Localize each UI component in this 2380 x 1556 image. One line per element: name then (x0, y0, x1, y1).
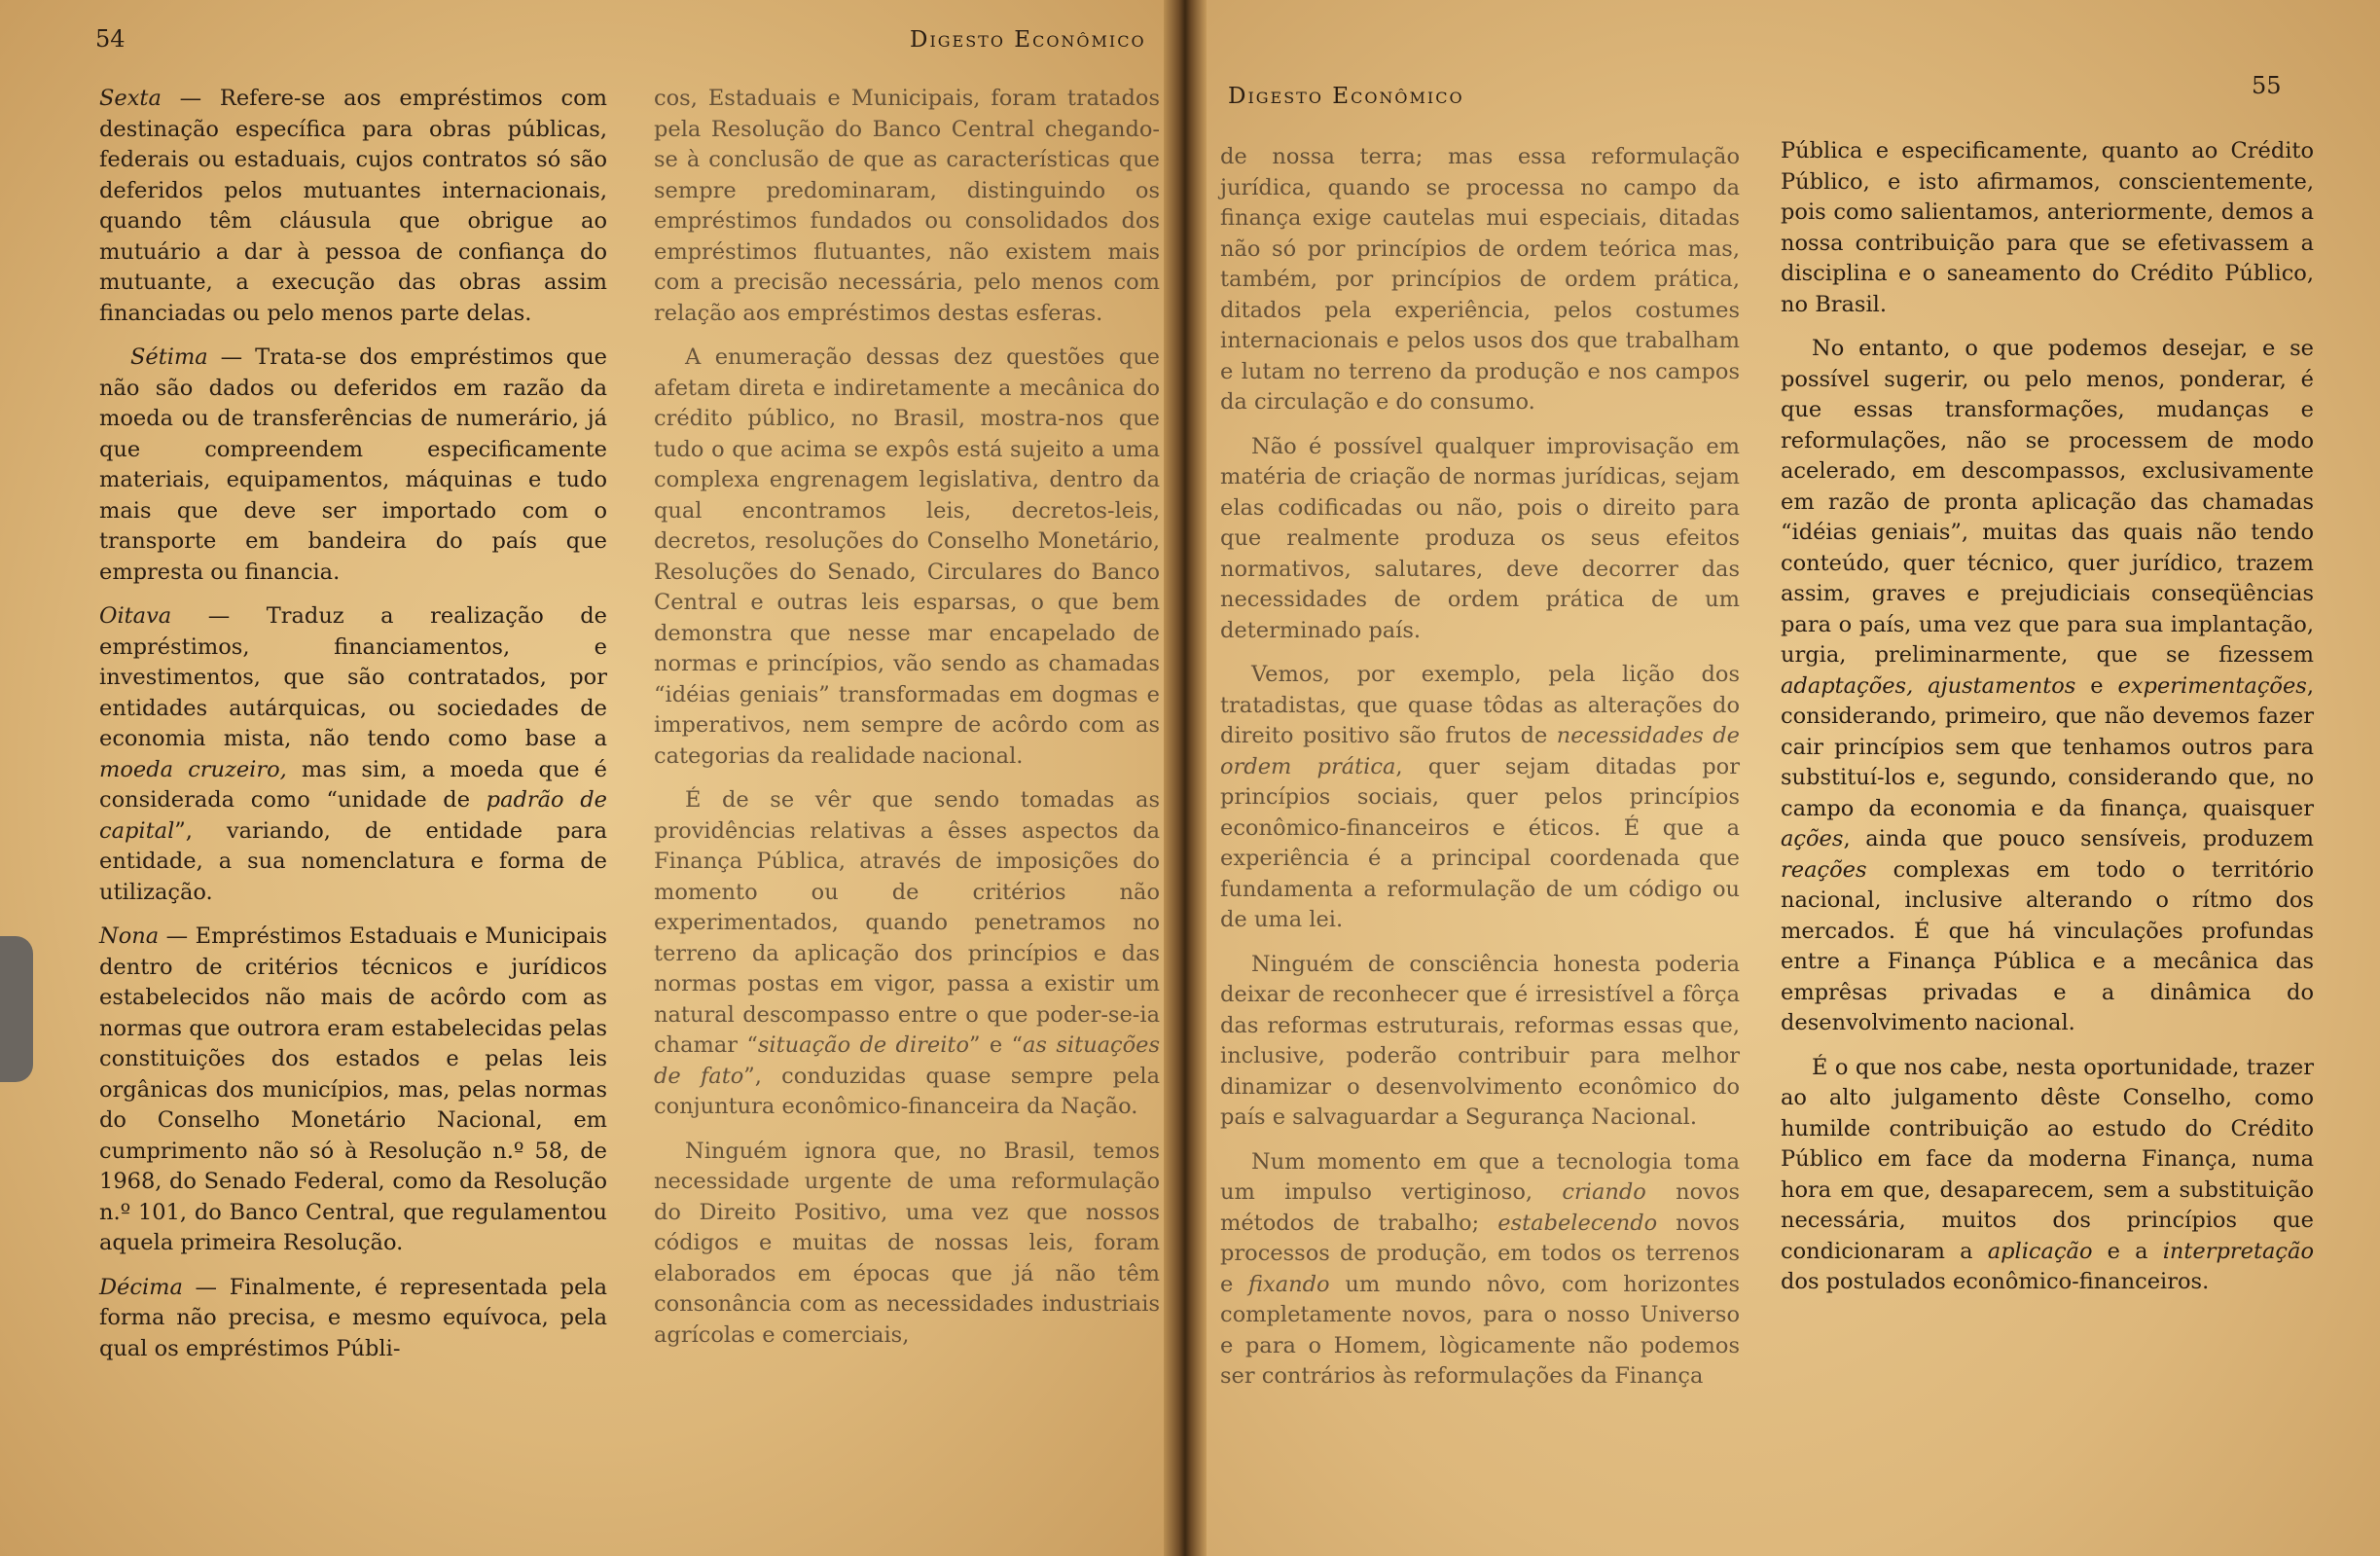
running-head-right: Digesto Econômico (1228, 84, 1464, 109)
emphasis: padrão de capital (99, 787, 607, 844)
paragraph (99, 1273, 607, 1365)
emphasis: situação de direito (757, 1032, 969, 1058)
paragraph (99, 922, 607, 1259)
page-number-right: 55 (2252, 72, 2282, 99)
paragraph-text: um mundo nôvo, com horizontes completamente novos, para o nosso Universo e para o Homem, lògicamente não podemos ser contrários às reformulações da Finança (1220, 1271, 1741, 1389)
paragraph-text: ”, conduzidas quase sempre pela conjuntura econômico-financeira da Nação. (654, 1063, 1161, 1119)
item-term: Sétima (130, 344, 208, 370)
paragraph-text: Num momento em que a tecnologia toma um impulso vertiginoso, (1220, 1148, 1740, 1205)
paragraph-text: ” e “ (969, 1032, 1024, 1058)
paragraph-text: É o que nos cabe, nesta oportunidade, trazer ao alto julgamento dêste Conselho, como humilde contribuição ao estudo do Crédito Público em face da moderna Finança, numa hora em que, desaparecem, sem a substituição necessária, muitos dos princípios que condicionaram a (1781, 1054, 2314, 1264)
paragraph (1781, 1053, 2314, 1298)
page-tab-marker (0, 936, 33, 1082)
paragraph-text: — Refere-se aos empréstimos com destinação específica para obras públicas, federais ou estaduais, cujos contratos só são deferidos pelos mutuantes internacionais, quando têm cláusula que obrigue ao mutuário a dar à pessoa de confiança do mutuante, a execução das obras assim financiadas ou pelo menos parte delas. (99, 86, 607, 326)
paragraph-text: novos processos de produção, em todos os terrenos e (1220, 1210, 1740, 1297)
paragraph (1781, 334, 2314, 1039)
emphasis: experimentações (2117, 672, 2307, 699)
paragraph: cos, Estaduais e Municipais, foram tratados pela Resolução do Banco Central chegando-se à conclusão de que as características que sempre predominaram, distinguindo os empréstimos fundados ou consolidados dos empréstimos flutuantes, não existem mais com a precisão necessária, pelo menos com relação aos empréstimos destas esferas. (654, 86, 1160, 326)
paragraph-text: — Finalmente, é representada pela forma não precisa, e mesmo equívoca, pela qual os empréstimos Públi- (99, 1274, 607, 1361)
item-term: Nona (99, 923, 160, 949)
emphasis: as situações de fato (654, 1032, 1161, 1089)
page-number-left: 54 (95, 25, 126, 53)
paragraph-text: — Traduz a realização de empréstimos, financiamentos, e investimentos, que são contratados, por entidades autárquicas, ou sociedades de economia mista, não tendo como base a (99, 603, 607, 751)
book-gutter (1164, 0, 1207, 1556)
emphasis: adaptações, ajustamentos (1781, 672, 2076, 699)
item-term: Décima (99, 1274, 183, 1300)
emphasis: criando (1562, 1179, 1646, 1205)
paragraph-text: Vemos, por exemplo, pela lição dos tratadistas, que quase tôdas as alterações do direito positivo são frutos de (1220, 662, 1740, 748)
paragraph (654, 785, 1160, 1123)
paragraph-text: No entanto, o que podemos desejar, e se possível sugerir, ou pelo menos, ponderar, é que essas transformações, mudanças e reformulações, não se processem de modo acelerado, em descompassos, exclusivamente em razão de pronta aplicação das chamadas “idéias geniais”, muitas das quais não tendo conteúdo, quer técnico, quer jurídico, trazem assim, graves e prejudiciais conseqüências para o país, uma vez que para sua implantação, urgia, preliminarmente, que se fizessem (1781, 336, 2314, 668)
paragraph-text: É de se vêr que sendo tomadas as providências relativas a êsses aspectos da Finança Pública, através de imposições do momento ou de critérios não experimentados, quando penetramos no terreno da aplicação dos princípios e das normas postas em vigor, passa a existir um natural descompasso entre o que poder-se-ia chamar “ (654, 787, 1160, 1058)
paragraph-text: , considerando, primeiro, que não devemos fazer cair princípios sem que tenhamos outros para substituí-los e, segundo, considerando que, no campo da economia e da finança, quaisquer (1781, 672, 2314, 821)
right-page (1189, 0, 2380, 1556)
paragraph-text: mas sim, a moeda que é considerada como “unidade de (99, 756, 607, 813)
right-column-1 (1220, 142, 1740, 1406)
paragraph: Ninguém de consciência honesta poderia deixar de reconhecer que é irresistível a fôrça das reformas estruturais, reformas essas que, inclusive, poderão contribuir para melhor dinamizar o desenvolvimento econômico do país e salvaguardar a Segurança Nacional. (1220, 951, 1740, 1130)
paragraph: Não é possível qualquer improvisação em matéria de criação de normas jurídicas, sejam elas codificadas ou não, pois o direito para que realmente produza os seus efeitos normativos, salutares, deve decorrer das necessidades de ordem prática de um determinado país. (1220, 433, 1740, 643)
paragraph-text: , quer sejam ditadas por princípios sociais, quer pelos princípios econômico-financeiros e éticos. É que a experiência é a principal coordenada que fundamenta a reformulação de um código ou de uma lei. (1220, 753, 1740, 932)
left-column-1 (99, 84, 607, 1378)
paragraph-text: e a (2092, 1238, 2163, 1264)
right-column-2 (1781, 136, 2314, 1312)
paragraph (1220, 660, 1740, 936)
paragraph-text: novos métodos de trabalho; (1220, 1179, 1740, 1236)
item-term: Sexta (99, 86, 162, 111)
paragraph-text: — Trata-se dos empréstimos que não são dados ou deferidos em razão da moeda ou de transferências de numerário, já que compreendem especificamente materiais, equipamentos, máquinas e tudo mais que deve ser importado com o transporte em bandeira do país que empresta ou financia. (99, 344, 607, 585)
paragraph-text: e (2075, 672, 2118, 699)
paragraph (1220, 1147, 1740, 1393)
paragraph (99, 84, 607, 329)
paragraph: A enumeração dessas dez questões que afetam direta e indiretamente a mecânica do crédito público, no Brasil, mostra-nos que tudo o que acima se expôs está sujeito a uma complexa engrenagem legislativa, dentro da qual encontramos leis, decretos-leis, decretos, resoluções do Conselho Monetário, Resoluções do Senado, Circulares do Banco Central e outras leis esparsas, o que bem demonstra que nesse mar encapelado de normas e princípios, vão sendo as chamadas “idéias geniais” transformadas em dogmas e imperativos, nem sempre de acôrdo com as categorias da realidade nacional. (654, 344, 1160, 769)
paragraph: de nossa terra; mas essa reformulação jurídica, quando se processa no campo da finança exige cautelas mui especiais, ditadas não só por princípios de ordem teórica mas, também, por princípios de ordem prática, ditados pela experiência, pelos costumes internacionais e pelos usos dos que trabalham e lutam no terreno da produção e nos campos da circulação e do consumo. (1220, 144, 1740, 415)
paragraph (99, 601, 607, 908)
paragraph (99, 343, 607, 588)
emphasis: necessidades de ordem prática (1220, 723, 1740, 779)
emphasis: moeda cruzeiro, (99, 756, 287, 782)
paragraph-text: — Empréstimos Estaduais e Municipais dentro de critérios técnicos e jurídicos estabelecidos não mais de acôrdo com as normas que outrora eram estabelecidas pelas constituições dos estados e pelas leis orgânicas dos municípios, mas, pelas normas do Conselho Monetário Nacional, em cumprimento não só à Resolução n.º 58, de 1968, do Senado Federal, como da Resolução n.º 101, do Banco Central, que regulamentou aquela primeira Resolução. (99, 923, 608, 1255)
emphasis: interpretação (2162, 1238, 2314, 1264)
running-head-left: Digesto Econômico (910, 27, 1146, 53)
left-page (0, 0, 1181, 1556)
emphasis: aplicação (1987, 1238, 2093, 1264)
paragraph-text: dos postulados econômico-financeiros. (1781, 1269, 2210, 1294)
paragraph: Ninguém ignora que, no Brasil, temos necessidade urgente de uma reformulação do Direito Positivo, uma vez que nossos códigos e muitas de nossas leis, foram elaborados em épocas que já não têm consonância com as necessidades industriais agrícolas e comerciais, (654, 1138, 1160, 1348)
emphasis: ações (1781, 826, 1844, 851)
item-term: Oitava (99, 603, 172, 629)
left-column-2 (654, 84, 1160, 1364)
paragraph-text: , ainda que pouco sensíveis, produzem (1843, 826, 2314, 851)
emphasis: fixando (1248, 1271, 1330, 1297)
paragraph: Pública e especificamente, quanto ao Crédito Público, e isto afirmamos, conscientemente, pois como salientamos, anteriormente, demos a nossa contribuição para que se efetivassem a disciplina e o saneamento do Crédito Público, no Brasil. (1781, 138, 2314, 317)
emphasis: reações (1781, 856, 1867, 883)
paragraph-text: ”, variando, de entidade para entidade, a sua nomenclatura e forma de utilização. (99, 817, 607, 905)
emphasis: estabelecendo (1497, 1210, 1658, 1236)
paragraph-text: complexas em todo o território nacional, inclusive alterando o rítmo dos mercados. É que há vinculações profundas entre a Finança Pública e a mecânica das emprêsas privadas e a dinâmica do desenvolvimento nacional. (1781, 856, 2314, 1035)
